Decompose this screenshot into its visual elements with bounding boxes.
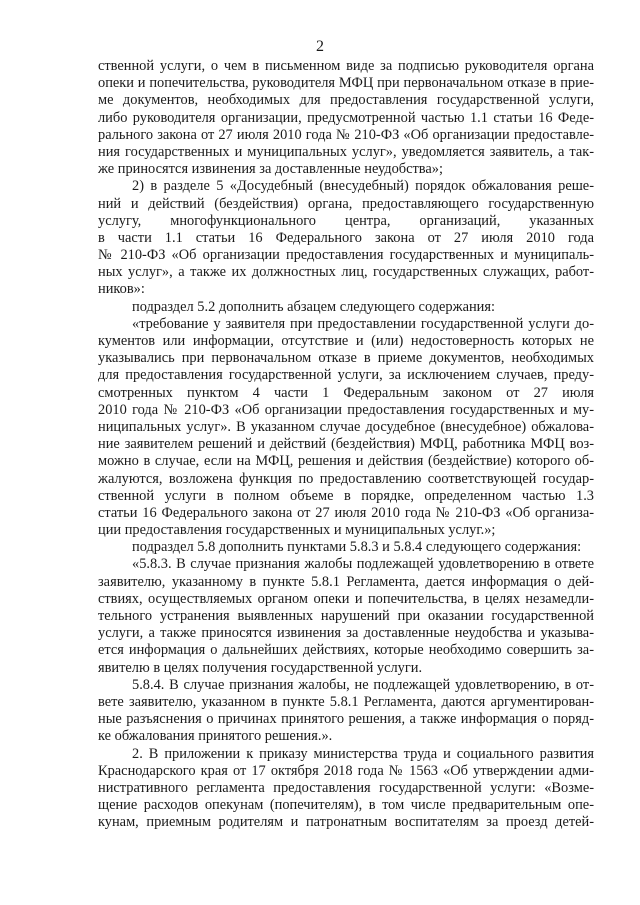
text-line: тельного устранения выявленных нарушений при оказании государственной bbox=[98, 608, 594, 624]
text-line: смотренных пунктом 4 части 1 Федеральным законом от 27 июля bbox=[98, 384, 594, 401]
text-line: кунам, приемным родителям и патронатным воспитателям за проезд детей- bbox=[98, 814, 594, 831]
page-number: 2 bbox=[316, 38, 324, 55]
text-line: «требование у заявителя при предоставлении государственной услуги до- bbox=[132, 315, 594, 332]
text-line: ке обжалования принятого решения.». bbox=[98, 728, 333, 745]
text-line: ные разъяснения о причинах принятого решения, а также информация о поряд- bbox=[98, 711, 594, 728]
text-line: указывались при первоначальном отказе в приеме документов, необходимых bbox=[98, 350, 594, 367]
text-line: 5.8.4. В случае признания жалобы, не подлежащей удовлетворению, в от- bbox=[132, 676, 594, 693]
document-body bbox=[98, 58, 594, 831]
text-line: вете заявителю, указанном в пункте 5.8.1 Регламента, даются аргументирован- bbox=[98, 693, 594, 710]
text-line: ственной услуги в полном объеме в порядке, определенном частью 1.3 bbox=[98, 487, 594, 504]
text-line: услуги, а также приносятся извинения за доставленные неудобства и указыва- bbox=[98, 625, 594, 642]
text-line: жалуются, возложена функция по предоставлению соответствующей государ- bbox=[98, 470, 594, 487]
text-line: подраздел 5.8 дополнить пунктами 5.8.3 и 5.8.4 следующего содержания: bbox=[132, 539, 582, 556]
text-line: нистративного регламента предоставления государственной услуги: «Возме- bbox=[98, 779, 594, 796]
text-line: ции предоставления государственных и муниципальных услуг.»; bbox=[98, 522, 496, 539]
text-line: ствиях, осуществляемых органом опеки и попечительства, в целях незамедли- bbox=[98, 590, 594, 607]
text-line: 2) в разделе 5 «Досудебный (внесудебный) порядок обжалования реше- bbox=[132, 178, 594, 195]
text-line: заявителю, указанному в пункте 5.8.1 Регламента, дается информация о дей- bbox=[98, 573, 594, 590]
text-line: рального закона от 27 июля 2010 года № 210-ФЗ «Об организации предоставле- bbox=[98, 126, 594, 143]
text-line: ние заявителем решений и действий (бездействия) МФЦ, работника МФЦ воз- bbox=[98, 436, 594, 453]
text-line: «5.8.3. В случае признания жалобы подлежащей удовлетворению в ответе bbox=[132, 556, 594, 573]
text-line: можно в случае, если на МФЦ, решения и действия (бездействие) которого об- bbox=[98, 453, 594, 470]
text-line: № 210-ФЗ «Об организации предоставления государственных и муниципаль- bbox=[98, 247, 594, 264]
text-line: 2010 года № 210-ФЗ «Об организации предоставления государственных и му- bbox=[98, 401, 594, 418]
text-line: ния государственных и муниципальных услуг», уведомляется заявитель, а так- bbox=[98, 143, 594, 160]
text-line: Краснодарского края от 17 октября 2018 года № 1563 «Об утверждении адми- bbox=[98, 762, 594, 779]
text-line: ется информация о дальнейших действиях, которые необходимо совершить за- bbox=[98, 642, 594, 659]
text-line: явителю в целях получения государственной услуги. bbox=[98, 659, 423, 676]
text-line: либо руководителя организации, предусмотренной частью 1.1 статьи 16 Феде- bbox=[98, 109, 594, 126]
text-line: услугу, многофункционального центра, организаций, указанных bbox=[98, 212, 594, 229]
text-line: ниципальных услуг». В указанном случае досудебное (внесудебное) обжалова- bbox=[98, 418, 594, 435]
text-line: ников»: bbox=[98, 281, 145, 298]
text-line: ственной услуги, о чем в письменном виде за подписью руководителя органа bbox=[98, 58, 594, 74]
text-line: щение расходов опекунам (попечителям), в том числе предварительным опе- bbox=[98, 797, 594, 814]
text-line: ных услуг», а также их должностных лиц, государственных служащих, работ- bbox=[98, 264, 594, 281]
text-line: подраздел 5.2 дополнить абзацем следующего содержания: bbox=[132, 298, 495, 315]
text-line: 2. В приложении к приказу министерства труда и социального развития bbox=[132, 745, 594, 762]
text-line: же приносятся извинения за доставленные неудобства»; bbox=[98, 161, 443, 178]
text-line: для предоставления государственной услуги, за исключением случаев, преду- bbox=[98, 367, 594, 384]
text-line: кументов или информации, отсутствие и (или) недостоверность которых не bbox=[98, 333, 594, 349]
text-line: ний и действий (бездействия) органа, предоставляющего государственную bbox=[98, 195, 594, 212]
text-line: в части 1.1 статьи 16 Федерального закона от 27 июля 2010 года bbox=[98, 229, 594, 246]
text-line: ме документов, необходимых для предоставления государственной услуги, bbox=[98, 92, 594, 109]
text-line: опеки и попечительства, руководителя МФЦ при первоначальном отказе в прие- bbox=[98, 75, 594, 92]
text-line: статьи 16 Федерального закона от 27 июля 2010 года № 210-ФЗ «Об организа- bbox=[98, 504, 594, 521]
